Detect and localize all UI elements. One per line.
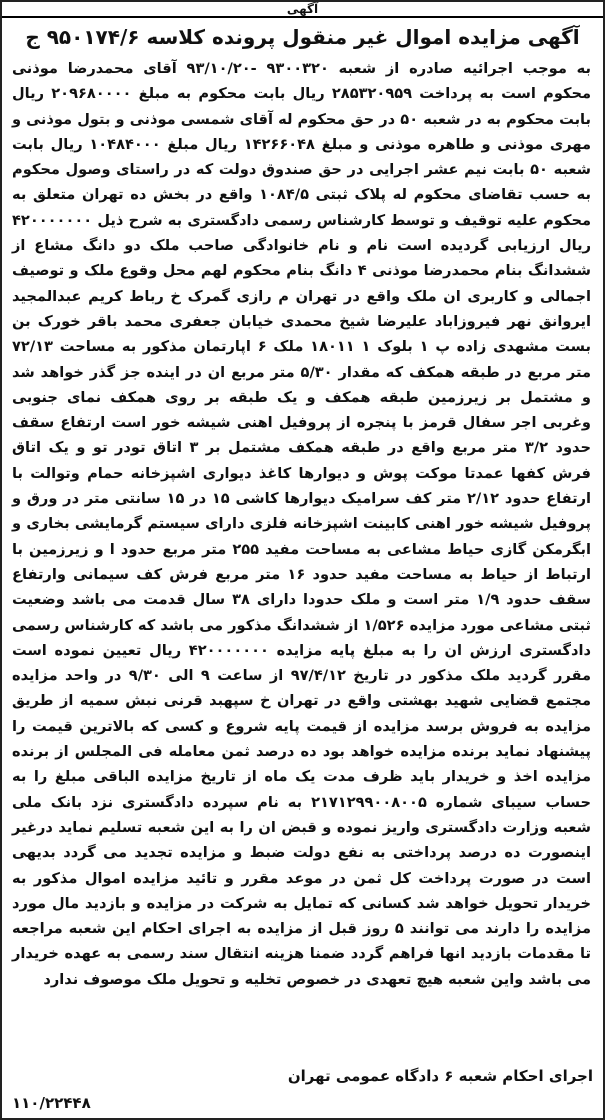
notice-title: آگهی مزایده اموال غیر منقول پرونده کلاسه ۹۵۰۱۷۴/۶ ج <box>25 25 580 49</box>
notice-body-text: به موجب اجرائیه صادره از شعبه ۹۳۰۰۳۲۰ -۹۳/۱۰/۲۰ آقای محمدرضا موذنی محکوم است به پرداخت ۲۸۵۳۲۰۹۵۹ ریال بابت محکوم به مبلغ ۲۰۹۶۸۰۰۰۰ ریال بابت محکوم به در شعبه ۵۰ در حق محکوم له آقای شمسی موذنی و بتول موذنی و مهری موذنی و طاهره موذنی و مبلغ ۱۴۲۶۶۰۴۸ ریال مبلغ ۱۰۴۸۴۰۰۰ ریال بابت شعبه ۵۰ بابت نیم عشر اجرایی در حق صندوق دولت که در راستای وصول محکوم به حسب تقاضای محکوم له پلاک ثبتی ۱۰۸۴/۵ واقع در بخش ده تهران متعلق به محکوم علیه توقیف و توسط کارشناس رسمی دادگستری به شرح ذیل ۴۲۰۰۰۰۰۰۰ ریال ارزیابی گردیده است نام و نام خانوادگی صاحب ملک دو دانگ مشاع از ششدانگ بنام محمدرضا موذنی ۴ دانگ بنام محکوم لهم محل وقوع ملک و توصیف اجمالی و کاربری ان ملک واقع در تهران م رازی گمرک خ رباط کریم عبدالمجید ایروانق نهر فیروزاباد علیرضا شیخ محمدی خیابان جعفری محمد باقر خورک بن بست مشهدی زاده پ ۱ بلوک ۱ ۱۸۰۱۱ ملک ۶ اپارتمان مذکور به مساحت ۷۲/۱۳ متر مربع در طبقه همکف که مقدار ۵/۳۰ متر مربع ان در اینده جز گذر خواهد شد و مشتمل بر زیرزمین طبقه همکف و یک طبقه بر روی همکف نمای جنوبی وغربی اجر سفال قرمز با پنجره از پروفیل اهنی شیشه خور است ارتفاع سقف حدود ۳/۲ متر مربع واقع در طبقه همکف مشتمل بر ۳ اتاق تودر تو و یک اتاق فرش کفها عمدتا موکت پوش و دیوارها کاغذ دیواری اشپزخانه حمام وتوالت با ارتفاع حدود ۲/۱۲ متر کف سرامیک دیوارها کاشی ۱۵ در ۱۵ سانتی متر در ورق و پروفیل شیشه خور اهنی کابینت اشپزخانه فلزی دارای سیستم گرمایشی بخاری و ابگرمکن گازی حیاط مشاعی به مساحت مفید ۲۵۵ متر مربع حدود ا و زیرزمین با ارتباط از حیاط به مساحت مفید حدود ۱۶ متر مربع فرش کف سیمانی وارتفاع سقف حدود ۱/۹ متر است و ملک حدودا دارای ۳۸ سال قدمت می باشد وضعیت ثبتی مشاعی مورد مزایده ۱/۵۲۶ از ششدانگ مذکور می باشد که کارشناس رسمی دادگستری ارزش ان را به مبلغ پایه مزایده ۴۲۰۰۰۰۰۰۰ ریال تعیین نموده است مقرر گردید ملک مذکور در تاریخ ۹۷/۴/۱۲ از ساعت ۹ الی ۹/۳۰ در واحد مزایده مجتمع قضایی شهید بهشتی واقع در تهران خ سپهبد قرنی نبش سمیه از طریق مزایده به فروش برسد مزایده از قیمت پایه شروع و کسی که بالاترین قیمت را پیشنهاد نماید برنده مزایده خواهد بود ده درصد ثمن معامله فی المجلس از برنده مزایده اخذ و خریدار باید ظرف مدت یک ماه از تاریخ مزایده الباقی مبلغ را به حساب سیبای شماره ۲۱۷۱۲۹۹۰۰۸۰۰۵ به نام سپرده دادگستری نزد بانک ملی شعبه وزارت دادگستری واریز نموده و قبض ان را به این شعبه تسلیم نماید درغیر اینصورت ده درصد پرداختی به نفع دولت ضبط و مزایده تجدید می گردد بدیهی است در صورت پرداخت کل ثمن در موعد مقرر و تائید مزایده اموال مذکور به خریدار تحویل خواهد شد کسانی که تمایل به شرکت در مزایده و بازدید مال مورد مزایده را دارند می توانند ۵ روز قبل از مزایده به اجرای احکام این شعبه مراجعه تا مقدمات بازدید انها فراهم گردد ضمنا هزینه انتقال سند رسمی به عهده خریدار می باشد واین شعبه هیچ تعهدی در خصوص تخلیه و تحویل ملک موصوف ندارد <box>12 60 592 988</box>
ad-code: ۱۱۰/۲۲۴۴۸ <box>12 1094 91 1112</box>
issuer-signature: اجرای احکام شعبه ۶ دادگاه عمومی تهران <box>287 1067 593 1085</box>
notice-body <box>2 56 603 1041</box>
notice-footer <box>12 1064 593 1088</box>
top-clipped-heading: آگهی <box>2 2 603 18</box>
